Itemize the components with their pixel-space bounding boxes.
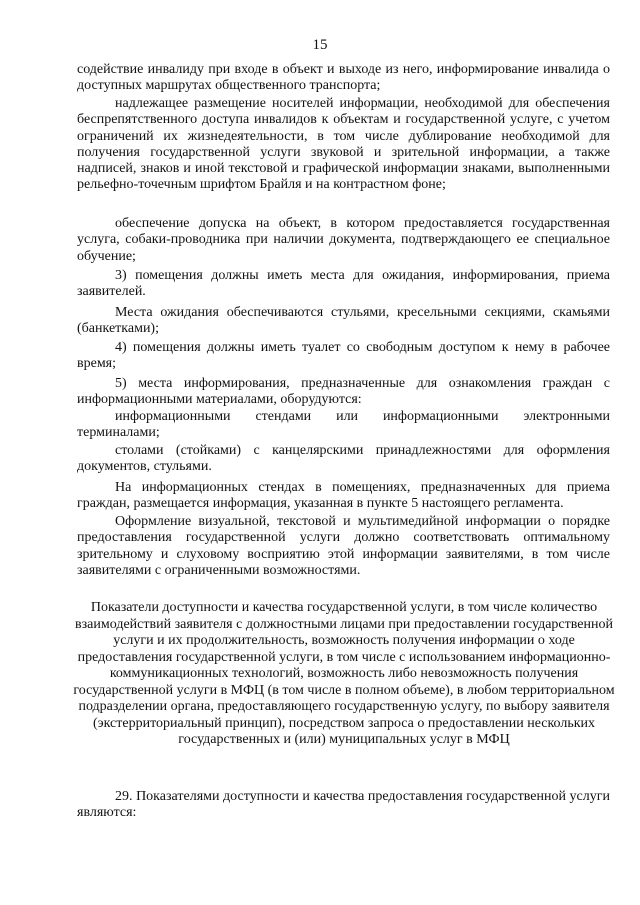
paragraph-stands: информационными стендами или информационными электронными терминалами; (77, 409, 610, 441)
paragraph-waiting-places: 3) помещения должны иметь места для ожидания, информирования, приема заявителей. (77, 268, 610, 300)
paragraph-tables: столами (стойками) с канцелярскими принадлежностями для оформления документов, стульями. (77, 443, 610, 475)
paragraph-multimedia: Оформление визуальной, текстовой и мультимедийной информации о порядке предоставления государственной услуги должно соответствовать оптимальному зрительному и слуховому восприятию этой информации заявителями, в том числе заявителями с ограниченными возможностями. (77, 514, 610, 578)
page-number: 15 (312, 37, 328, 53)
paragraph-stand-information: На информационных стендах в помещениях, предназначенных для приема граждан, размещается информация, указанная в пункте 5 настоящего регламента. (77, 480, 610, 512)
section-heading: Показатели доступности и качества государственной услуги, в том числе количество взаимодействий заявителя с должностными лицами при предоставлении государственной услуги и их продолжительность, возможность получения информации о ходе предоставления государственной услуги, в том числе с использованием информационно-коммуникационных технологий, возможность либо невозможность получения государственной услуги в МФЦ (в том числе в полном объеме), в любом территориальном подразделении органа, предоставляющего государственную услугу, по выбору заявителя (экстерриториальный принцип), посредством запроса о предоставлении нескольких государственных и (или) муниципальных услуг в МФЦ (73, 600, 615, 747)
paragraph-information-placement: надлежащее размещение носителей информации, необходимой для обеспечения беспрепятственного доступа инвалидов к объектам и государственной услуге, с учетом ограничений их жизнедеятельности, в том числе дублирование необходимой для получения государственной услуги звуковой и зрительной информации, а также надписей, знаков и иной текстовой и графической информации знаками, выполненными рельефно-точечным шрифтом Брайля и на контрастном фоне; (77, 96, 610, 193)
paragraph-assistance: содействие инвалиду при входе в объект и выходе из него, информирование инвалида о доступных маршрутах общественного транспорта; (77, 62, 610, 94)
paragraph-toilet: 4) помещения должны иметь туалет со свободным доступом к нему в рабочее время; (77, 340, 610, 372)
paragraph-information-places: 5) места информирования, предназначенные для ознакомления граждан с информационными материалами, оборудуются: (77, 376, 610, 408)
paragraph-29: 29. Показателями доступности и качества предоставления государственной услуги являются: (77, 789, 610, 821)
paragraph-guide-dog: обеспечение допуска на объект, в котором предоставляется государственная услуга, собаки-проводника при наличии документа, подтверждающего ее специальное обучение; (77, 216, 610, 264)
paragraph-seating: Места ожидания обеспечиваются стульями, кресельными секциями, скамьями (банкетками); (77, 305, 610, 337)
